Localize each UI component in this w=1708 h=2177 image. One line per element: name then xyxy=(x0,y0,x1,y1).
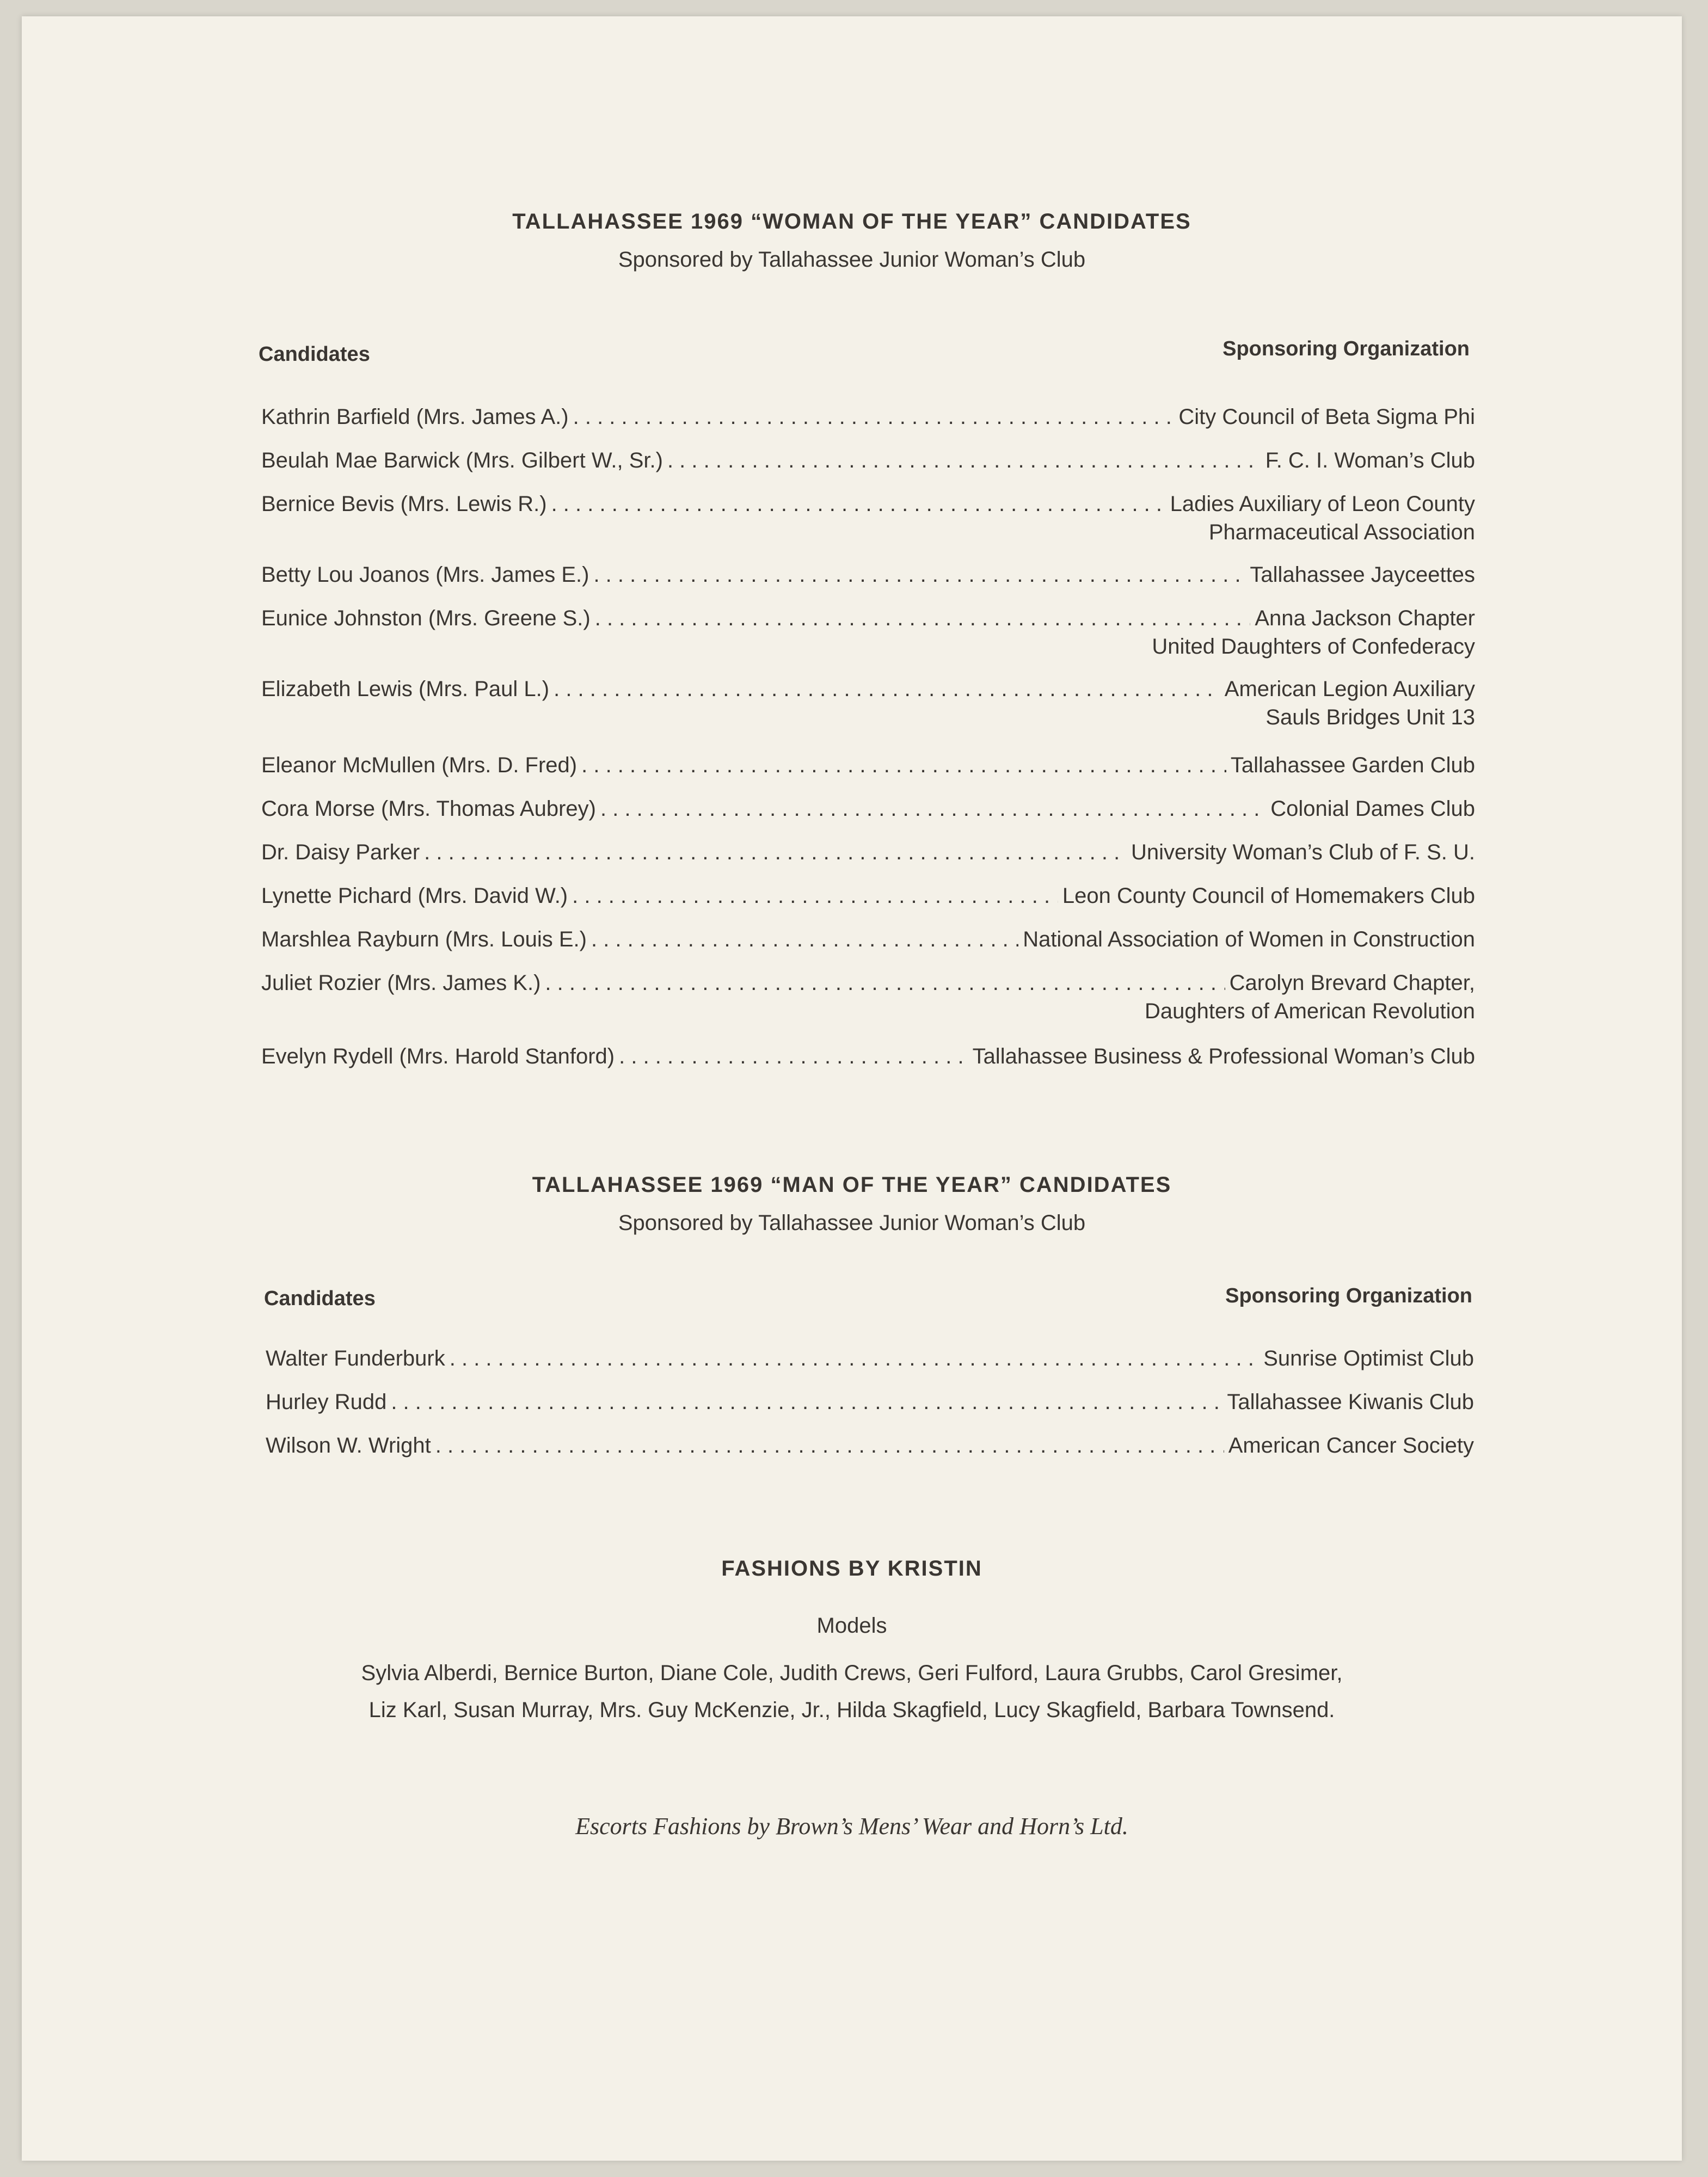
candidate-row xyxy=(266,1344,1474,1388)
sponsor-org: Tallahassee Garden Club xyxy=(1230,753,1475,777)
candidate-row xyxy=(266,1388,1474,1431)
dot-leader xyxy=(581,751,1226,779)
dot-leader xyxy=(551,490,1166,518)
woman-candidate-list xyxy=(261,403,1475,1086)
models-line-1: Sylvia Alberdi, Bernice Burton, Diane Cole, Judith Crews, Geri Fulford, Laura Grubbs, Carol Gresimer, xyxy=(361,1661,1343,1685)
woman-section-title: TALLAHASSEE 1969 “WOMAN OF THE YEAR” CANDIDATES xyxy=(512,210,1191,233)
sponsor-org: City Council of Beta Sigma Phi xyxy=(1178,405,1475,429)
sponsor-org: Leon County Council of Homemakers Club xyxy=(1062,884,1475,908)
sponsor-org: National Association of Women in Construction xyxy=(1023,927,1475,951)
candidate-name: Walter Funderburk xyxy=(266,1346,445,1370)
sponsor-org-line2: Daughters of American Revolution xyxy=(1145,999,1475,1023)
dot-leader xyxy=(391,1388,1222,1416)
candidate-row xyxy=(261,446,1475,490)
candidate-row xyxy=(261,925,1475,969)
sponsor-org: Colonial Dames Club xyxy=(1270,797,1475,821)
sponsor-org: Tallahassee Kiwanis Club xyxy=(1227,1390,1474,1414)
candidate-row xyxy=(261,838,1475,882)
sponsor-org: Sunrise Optimist Club xyxy=(1263,1346,1474,1370)
sponsor-org-line2: Sauls Bridges Unit 13 xyxy=(1265,705,1475,729)
candidate-row xyxy=(261,969,1475,1042)
candidate-row xyxy=(266,1431,1474,1475)
woman-section-subtitle: Sponsored by Tallahassee Junior Woman’s Club xyxy=(618,248,1086,272)
candidate-name: Beulah Mae Barwick (Mrs. Gilbert W., Sr.) xyxy=(261,448,663,472)
models-label: Models xyxy=(816,1614,887,1638)
dot-leader xyxy=(600,795,1266,823)
dot-leader xyxy=(554,675,1220,703)
candidate-row xyxy=(261,490,1475,561)
sponsor-org: Tallahassee Business & Professional Woman’s Club xyxy=(972,1044,1475,1068)
sponsor-org: Carolyn Brevard Chapter, xyxy=(1229,971,1475,995)
sponsor-org: Tallahassee Jayceettes xyxy=(1250,563,1475,587)
sponsor-org: Ladies Auxiliary of Leon County xyxy=(1170,492,1475,516)
dot-leader xyxy=(572,882,1058,910)
man-col-org: Sponsoring Organization xyxy=(1225,1284,1472,1307)
woman-col-org: Sponsoring Organization xyxy=(1222,337,1470,360)
candidate-row xyxy=(261,882,1475,925)
program-page xyxy=(22,16,1682,2161)
candidate-name: Elizabeth Lewis (Mrs. Paul L.) xyxy=(261,677,550,701)
models-list xyxy=(22,1655,1682,1729)
man-section-title: TALLAHASSEE 1969 “MAN OF THE YEAR” CANDIDATES xyxy=(532,1173,1172,1197)
sponsor-org-line2: United Daughters of Confederacy xyxy=(1152,635,1475,659)
candidate-row xyxy=(261,403,1475,446)
dot-leader xyxy=(424,838,1127,866)
candidate-row xyxy=(261,675,1475,751)
man-candidate-list xyxy=(266,1344,1474,1475)
models-line-2: Liz Karl, Susan Murray, Mrs. Guy McKenzie, Jr., Hilda Skagfield, Lucy Skagfield, Barbara Townsend. xyxy=(368,1698,1335,1722)
candidate-row xyxy=(261,795,1475,838)
candidate-row xyxy=(261,1042,1475,1086)
dot-leader xyxy=(595,604,1251,632)
candidate-name: Betty Lou Joanos (Mrs. James E.) xyxy=(261,563,589,587)
dot-leader xyxy=(450,1344,1259,1373)
candidate-name: Cora Morse (Mrs. Thomas Aubrey) xyxy=(261,797,596,821)
candidate-row xyxy=(261,604,1475,675)
candidate-name: Lynette Pichard (Mrs. David W.) xyxy=(261,884,568,908)
sponsor-org-line2: Pharmaceutical Association xyxy=(1208,520,1475,544)
escorts-credit: Escorts Fashions by Brown’s Mens’ Wear and Horn’s Ltd. xyxy=(575,1813,1128,1840)
man-col-candidates: Candidates xyxy=(264,1287,376,1310)
candidate-row xyxy=(261,561,1475,604)
man-section-subtitle: Sponsored by Tallahassee Junior Woman’s Club xyxy=(618,1211,1086,1235)
candidate-name: Bernice Bevis (Mrs. Lewis R.) xyxy=(261,492,547,516)
sponsor-org: Anna Jackson Chapter xyxy=(1255,606,1475,630)
candidate-name: Kathrin Barfield (Mrs. James A.) xyxy=(261,405,569,429)
candidate-name: Juliet Rozier (Mrs. James K.) xyxy=(261,971,541,995)
candidate-name: Hurley Rudd xyxy=(266,1390,387,1414)
candidate-name: Eleanor McMullen (Mrs. D. Fred) xyxy=(261,753,577,777)
dot-leader xyxy=(593,561,1245,589)
candidate-row xyxy=(261,751,1475,795)
dot-leader xyxy=(667,446,1261,475)
candidate-name: Eunice Johnston (Mrs. Greene S.) xyxy=(261,606,591,630)
candidate-name: Marshlea Rayburn (Mrs. Louis E.) xyxy=(261,927,587,951)
sponsor-org: American Legion Auxiliary xyxy=(1224,677,1475,701)
fashions-title: FASHIONS BY KRISTIN xyxy=(721,1557,982,1581)
candidate-name: Dr. Daisy Parker xyxy=(261,840,420,864)
dot-leader xyxy=(591,925,1018,954)
woman-col-candidates: Candidates xyxy=(259,343,370,366)
dot-leader xyxy=(619,1042,968,1071)
sponsor-org: University Woman’s Club of F. S. U. xyxy=(1131,840,1475,864)
dot-leader xyxy=(573,403,1175,431)
candidate-name: Evelyn Rydell (Mrs. Harold Stanford) xyxy=(261,1044,615,1068)
sponsor-org: F. C. I. Woman’s Club xyxy=(1265,448,1475,472)
candidate-name: Wilson W. Wright xyxy=(266,1434,431,1458)
dot-leader xyxy=(545,969,1225,997)
dot-leader xyxy=(435,1431,1224,1460)
sponsor-org: American Cancer Society xyxy=(1228,1434,1474,1458)
